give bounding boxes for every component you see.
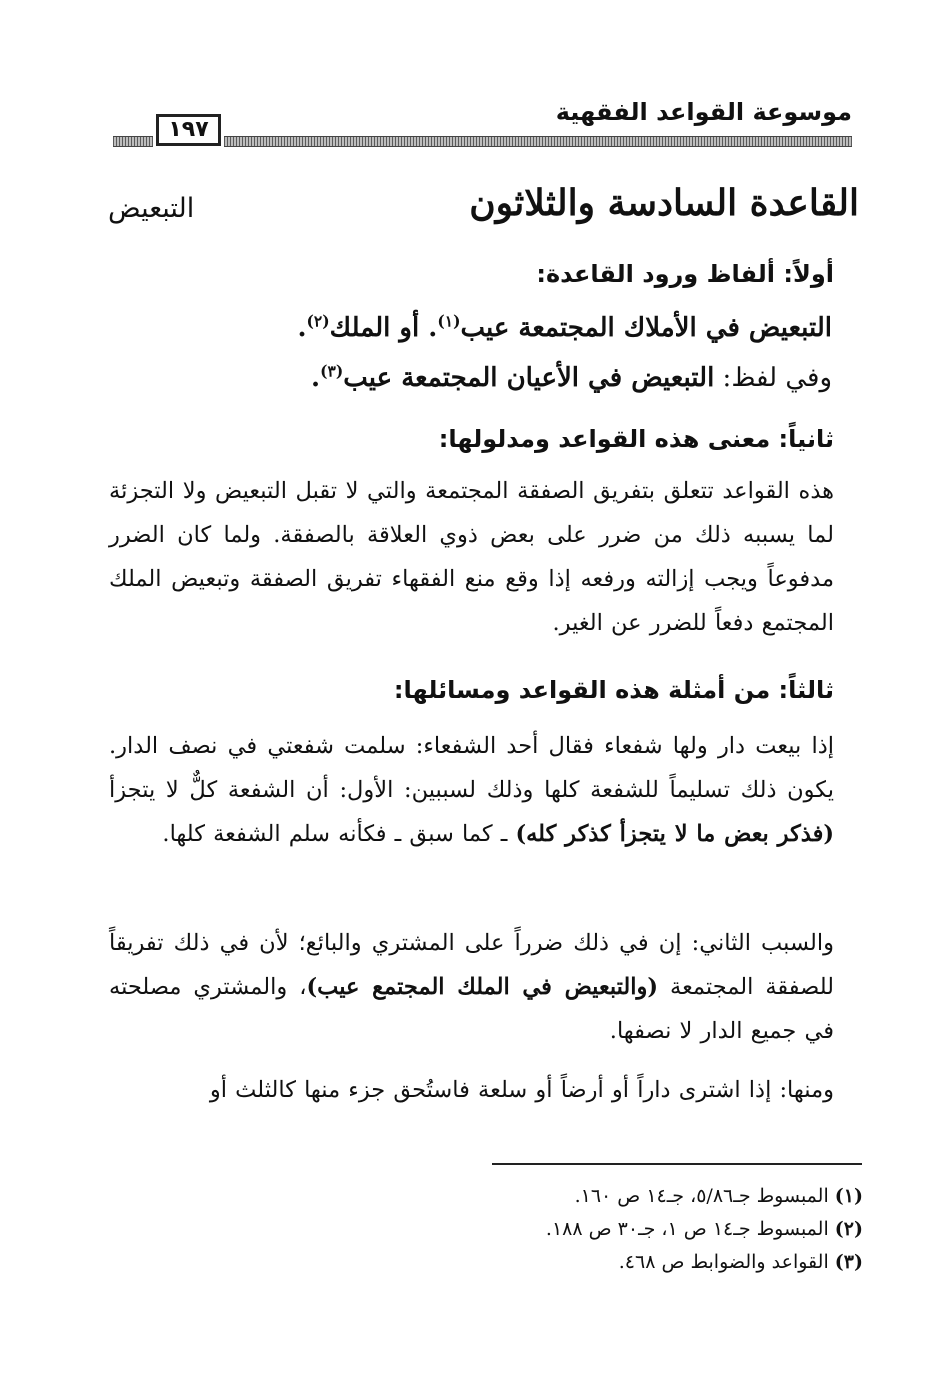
rule-text-2: التبعيض في الأعيان المجتمعة عيب <box>343 363 715 393</box>
footnotes <box>546 1180 863 1279</box>
footnote-1: (١) المبسوط جـ٥/٨٦، جـ١٤ ص ١٦٠. <box>574 1185 863 1207</box>
quoted-rule-1: (فذكر بعض ما لا يتجزأ كذكر كله) <box>515 821 834 847</box>
example-paragraph-1: إذا بيعت دار ولها شفعاء فقال أحد الشفعاء: سلمت شفعتي في نصف الدار. يكون ذلك تسليماً للشفعة كلها وذلك لسببين: الأول: أن الشفعة كلٌّ لا يتجزأ (فذكر بعض ما لا يتجزأ كذكر كله) ـ كما سبق ـ فكأنه سلم الشفعة كلها. <box>109 733 834 847</box>
page-number: ١٩٧ <box>156 114 221 146</box>
footnote-separator <box>492 1163 862 1165</box>
section-3 <box>109 670 834 710</box>
example-paragraph-3: ومنها: إذا اشترى داراً أو أرضاً أو سلعة فاستُحق جزء منها كالثلث أو <box>209 1077 834 1103</box>
footnote-marker-3: (٣) <box>320 361 344 381</box>
rule-text-1b: . أو الملك <box>329 313 438 343</box>
header-rule-left <box>113 136 153 147</box>
chapter-topic: التبعيض <box>108 193 195 224</box>
footnote-3: (٣) القواعد والضوابط ص ٤٦٨. <box>618 1251 863 1273</box>
header-rule-right <box>224 136 852 147</box>
section-1 <box>109 254 834 294</box>
footnote-marker-1: (١) <box>437 311 461 331</box>
rule-wording-2: وفي لفظ: التبعيض في الأعيان المجتمعة عيب$^{(٣)}$. <box>311 361 832 393</box>
rule-prefix-2: وفي لفظ: <box>714 363 832 393</box>
meaning-paragraph: هذه القواعد تتعلق بتفريق الصفقة المجتمعة والتي لا تقبل التبعيض ولا التجزئة لما يسببه ذلك من ضرر على بعض ذوي العلاقة بالصفقة. ولما كان الضرر مدفوعاً ويجب إزالته ورفعه إذا وقع منع الفقهاء تفريق الصفقة وتبعيض الملك المجتمع دفعاً للضرر عن الغير. <box>109 478 834 636</box>
chapter-title: القاعدة السادسة والثلاثون <box>469 182 859 224</box>
example-paragraph-2: والسبب الثاني: إن في ذلك ضرراً على المشتري والبائع؛ لأن في ذلك تفريقاً للصفقة المجتمعة (والتبعيض في الملك المجتمع عيب)، والمشتري مصلحته في جميع الدار لا نصفها. <box>109 930 834 1044</box>
running-title: موسوعة القواعد الفقهية <box>555 98 852 126</box>
section-heading-3: ثالثاً: من أمثلة هذه القواعد ومسائلها: <box>393 676 834 704</box>
section-2 <box>109 419 834 459</box>
rule-text-1: التبعيض في الأملاك المجتمعة عيب <box>460 313 832 343</box>
section-heading-2: ثانياً: معنى هذه القواعد ومدلولها: <box>438 425 834 453</box>
footnote-marker-2: (٢) <box>306 311 330 331</box>
rule-wording-1: التبعيض في الأملاك المجتمعة عيب$^{(١)}$. أو الملك$^{(٢)}$. <box>297 311 832 343</box>
quoted-rule-2: (والتبعيض في الملك المجتمع عيب) <box>306 974 659 1000</box>
footnote-2: (٢) المبسوط جـ١٤ ص ١، جـ٣٠ ص ١٨٨. <box>545 1218 863 1240</box>
section-heading-1: أولاً: ألفاظ ورود القاعدة: <box>536 260 834 288</box>
